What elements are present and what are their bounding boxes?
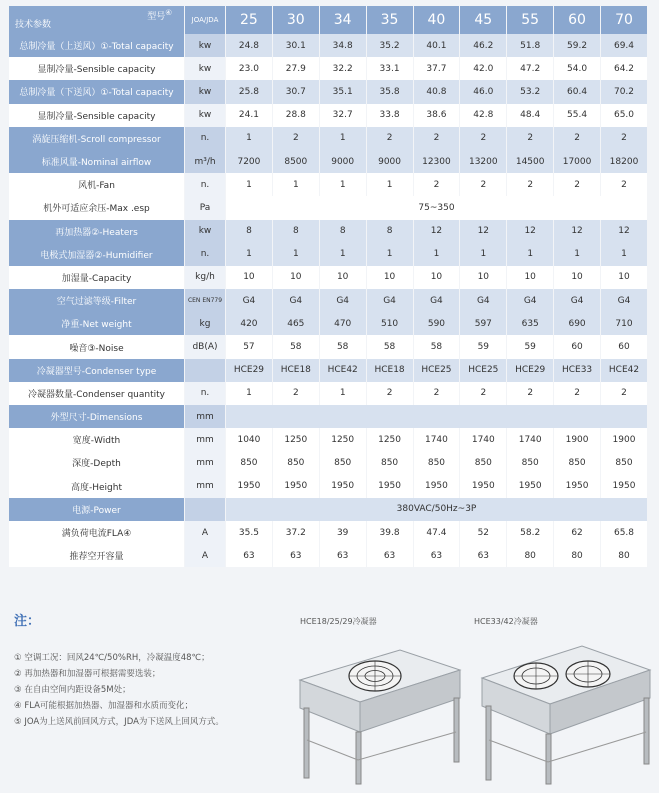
row-value: 12 xyxy=(414,220,460,243)
row-value: 42.8 xyxy=(460,104,506,127)
row-label: 冷凝器型号-Condenser type xyxy=(9,359,184,382)
row-value: 7200 xyxy=(226,150,272,173)
row-value: 1 xyxy=(226,173,272,196)
row-value: 10 xyxy=(226,266,272,289)
row-value: 2 xyxy=(273,127,319,150)
row-value: 12 xyxy=(554,220,600,243)
row-value: HCE18 xyxy=(367,359,413,382)
row-value: 47.4 xyxy=(414,521,460,544)
row-value: 60.4 xyxy=(554,80,600,103)
row-value: G4 xyxy=(367,289,413,312)
row-value: 46.2 xyxy=(460,34,506,57)
table-header-row xyxy=(9,6,647,34)
row-value: 9000 xyxy=(367,150,413,173)
row-value: 8 xyxy=(320,220,366,243)
row-unit: n. xyxy=(185,127,225,150)
row-value: 58 xyxy=(367,335,413,358)
row-label: 推荐空开容量 xyxy=(9,544,184,567)
row-value: 9000 xyxy=(320,150,366,173)
row-value: 12 xyxy=(601,220,647,243)
row-value: G4 xyxy=(226,289,272,312)
table-row xyxy=(9,405,647,428)
row-unit: mm xyxy=(185,428,225,451)
row-value: 32.7 xyxy=(320,104,366,127)
row-unit xyxy=(185,359,225,382)
table-row xyxy=(9,359,647,382)
row-value: HCE25 xyxy=(460,359,506,382)
row-value: 1 xyxy=(273,243,319,266)
table-row xyxy=(9,521,647,544)
row-value: 39 xyxy=(320,521,366,544)
row-value: 2 xyxy=(414,127,460,150)
row-value: HCE33 xyxy=(554,359,600,382)
row-value: 2 xyxy=(367,382,413,405)
note-item: ⑤ JOA为上送风前回风方式，JDA为下送风上回风方式。 xyxy=(14,717,224,727)
row-value: 63 xyxy=(226,544,272,567)
row-value: G4 xyxy=(320,289,366,312)
row-value: 42.0 xyxy=(460,57,506,80)
row-value: 710 xyxy=(601,312,647,335)
notes-section xyxy=(14,610,274,731)
note-item: ① 空调工况：回风24℃/50%RH，冷凝温度48℃； xyxy=(14,653,210,663)
table-row xyxy=(9,544,647,567)
row-value: 65.8 xyxy=(601,521,647,544)
row-label: 满负荷电流FLA④ xyxy=(9,521,184,544)
row-value: 59 xyxy=(507,335,553,358)
row-label: 标准风量-Nominal airflow xyxy=(9,150,184,173)
row-value: 23.0 xyxy=(226,57,272,80)
row-label: 总制冷量（上送风）①-Total capacity xyxy=(9,34,184,57)
condenser-double-fan-image xyxy=(474,636,654,788)
row-value: 65.0 xyxy=(601,104,647,127)
row-value: 51.8 xyxy=(507,34,553,57)
row-value: 1 xyxy=(320,382,366,405)
row-value: 24.8 xyxy=(226,34,272,57)
row-label: 噪音③-Noise xyxy=(9,335,184,358)
row-value: 1 xyxy=(554,243,600,266)
row-value: 10 xyxy=(320,266,366,289)
row-value: 28.8 xyxy=(273,104,319,127)
row-value: 59.2 xyxy=(554,34,600,57)
row-value: 63 xyxy=(460,544,506,567)
row-value: 590 xyxy=(414,312,460,335)
table-row xyxy=(9,475,647,498)
row-value: 1 xyxy=(320,173,366,196)
row-value: 850 xyxy=(601,451,647,474)
row-value: 8500 xyxy=(273,150,319,173)
model-label: 型号④ xyxy=(147,8,172,22)
header-corner xyxy=(9,6,184,34)
row-unit: kw xyxy=(185,220,225,243)
row-value: 34.8 xyxy=(320,34,366,57)
row-unit: n. xyxy=(185,173,225,196)
row-value: 35.2 xyxy=(367,34,413,57)
row-unit: A xyxy=(185,521,225,544)
row-label: 总制冷量（下送风）①-Total capacity xyxy=(9,80,184,103)
row-value: 12 xyxy=(507,220,553,243)
row-label: 电源-Power xyxy=(9,498,184,521)
row-value: 33.1 xyxy=(367,57,413,80)
row-value: 8 xyxy=(273,220,319,243)
row-value: 690 xyxy=(554,312,600,335)
row-value: 2 xyxy=(554,382,600,405)
row-unit: n. xyxy=(185,243,225,266)
row-value: 17000 xyxy=(554,150,600,173)
row-value: G4 xyxy=(273,289,319,312)
row-unit: Pa xyxy=(185,196,225,219)
row-value: 1950 xyxy=(273,475,319,498)
model-header-40: 40 xyxy=(414,6,460,34)
row-unit: kg xyxy=(185,312,225,335)
row-value: 1950 xyxy=(226,475,272,498)
row-label: 高度-Height xyxy=(9,475,184,498)
row-value: 63 xyxy=(367,544,413,567)
row-value: 33.8 xyxy=(367,104,413,127)
row-value: 1 xyxy=(367,173,413,196)
row-value: 18200 xyxy=(601,150,647,173)
row-value: 1950 xyxy=(460,475,506,498)
model-header-45: 45 xyxy=(460,6,506,34)
row-value: 1900 xyxy=(601,428,647,451)
row-value: 2 xyxy=(601,382,647,405)
row-value: 1 xyxy=(320,127,366,150)
condenser-single-fan-image xyxy=(290,640,470,788)
row-unit: A xyxy=(185,544,225,567)
row-value: 59 xyxy=(460,335,506,358)
row-unit: mm xyxy=(185,475,225,498)
row-value: 30.1 xyxy=(273,34,319,57)
table-row xyxy=(9,243,647,266)
row-value: 1 xyxy=(320,243,366,266)
row-label: 冷凝器数量-Condenser quantity xyxy=(9,382,184,405)
row-value: 1 xyxy=(273,173,319,196)
model-header-70: 70 xyxy=(601,6,647,34)
row-value: 465 xyxy=(273,312,319,335)
row-label: 再加热器②-Heaters xyxy=(9,220,184,243)
row-unit: mm xyxy=(185,405,225,428)
row-value: 2 xyxy=(460,382,506,405)
row-label: 电极式加湿器②-Humidifier xyxy=(9,243,184,266)
row-value: 1 xyxy=(601,243,647,266)
param-label: 技术参数 xyxy=(15,20,52,30)
row-span-value: 380VAC/50Hz~3P xyxy=(226,498,647,521)
row-value: 69.4 xyxy=(601,34,647,57)
row-value: 63 xyxy=(414,544,460,567)
row-value: 850 xyxy=(226,451,272,474)
row-value: 1 xyxy=(226,382,272,405)
row-value: 1740 xyxy=(414,428,460,451)
row-value: 1950 xyxy=(507,475,553,498)
row-value: 2 xyxy=(414,173,460,196)
row-value: 2 xyxy=(414,382,460,405)
row-value: 850 xyxy=(554,451,600,474)
row-value: 58 xyxy=(414,335,460,358)
row-label: 外型尺寸-Dimensions xyxy=(9,405,184,428)
row-value: 1 xyxy=(226,243,272,266)
row-value: 14500 xyxy=(507,150,553,173)
row-value: 80 xyxy=(601,544,647,567)
row-value: 850 xyxy=(273,451,319,474)
row-value: 1 xyxy=(507,243,553,266)
row-value: 60 xyxy=(554,335,600,358)
row-value: 10 xyxy=(273,266,319,289)
table-row xyxy=(9,266,647,289)
row-label: 机外可适应余压-Max .esp xyxy=(9,196,184,219)
table-row xyxy=(9,289,647,312)
row-label: 显制冷量-Sensible capacity xyxy=(9,104,184,127)
note-item: ④ FLA可能根据加热器、加湿器和水质而变化； xyxy=(14,701,193,711)
row-label: 深度-Depth xyxy=(9,451,184,474)
row-value: 10 xyxy=(414,266,460,289)
row-value: 24.1 xyxy=(226,104,272,127)
row-value: 35.8 xyxy=(367,80,413,103)
table-row xyxy=(9,80,647,103)
note-item: ③ 在自由空间内距设备5M处； xyxy=(14,685,131,695)
row-value: 2 xyxy=(554,173,600,196)
row-value: 10 xyxy=(460,266,506,289)
row-value: 8 xyxy=(367,220,413,243)
row-value: G4 xyxy=(460,289,506,312)
row-value: HCE42 xyxy=(601,359,647,382)
row-value: 1950 xyxy=(554,475,600,498)
left-condenser-caption: HCE18/25/29冷凝器 xyxy=(300,617,377,626)
table-row xyxy=(9,335,647,358)
row-value: 2 xyxy=(507,173,553,196)
unit-column-header: JOA/JDA xyxy=(185,6,225,34)
row-label: 涡旋压缩机-Scroll compressor xyxy=(9,127,184,150)
row-unit: dB(A) xyxy=(185,335,225,358)
row-label: 风机-Fan xyxy=(9,173,184,196)
table-row xyxy=(9,498,647,521)
row-value: 2 xyxy=(601,127,647,150)
row-value: 48.4 xyxy=(507,104,553,127)
row-value: 10 xyxy=(507,266,553,289)
row-value: 1740 xyxy=(507,428,553,451)
row-value: 1950 xyxy=(320,475,366,498)
row-value: 510 xyxy=(367,312,413,335)
row-value: 1900 xyxy=(554,428,600,451)
row-value: 58.2 xyxy=(507,521,553,544)
row-value: 63 xyxy=(273,544,319,567)
row-value: HCE42 xyxy=(320,359,366,382)
row-value: 850 xyxy=(460,451,506,474)
row-value: 850 xyxy=(414,451,460,474)
row-value: 850 xyxy=(320,451,366,474)
row-span-value: 75~350 xyxy=(226,196,647,219)
row-value: 1250 xyxy=(273,428,319,451)
row-value: 25.8 xyxy=(226,80,272,103)
row-unit xyxy=(185,498,225,521)
row-value: 12 xyxy=(460,220,506,243)
model-header-55: 55 xyxy=(507,6,553,34)
row-label: 显制冷量-Sensible capacity xyxy=(9,57,184,80)
row-value: HCE25 xyxy=(414,359,460,382)
row-value: 2 xyxy=(507,127,553,150)
table-row xyxy=(9,104,647,127)
row-value: 27.9 xyxy=(273,57,319,80)
row-value: 40.1 xyxy=(414,34,460,57)
table-row xyxy=(9,127,647,150)
table-row xyxy=(9,57,647,80)
row-value: 1 xyxy=(367,243,413,266)
row-value: 1950 xyxy=(601,475,647,498)
row-empty-cell xyxy=(226,405,647,428)
row-value: G4 xyxy=(507,289,553,312)
table-row xyxy=(9,382,647,405)
row-value: 35.5 xyxy=(226,521,272,544)
table-row xyxy=(9,173,647,196)
row-unit: m³/h xyxy=(185,150,225,173)
row-value: 70.2 xyxy=(601,80,647,103)
row-value: 80 xyxy=(554,544,600,567)
row-value: HCE18 xyxy=(273,359,319,382)
row-value: 470 xyxy=(320,312,366,335)
row-value: 64.2 xyxy=(601,57,647,80)
row-value: 58 xyxy=(320,335,366,358)
row-value: HCE29 xyxy=(507,359,553,382)
note-item: ② 再加热器和加湿器可根据需要选装； xyxy=(14,669,161,679)
notes-list xyxy=(14,651,274,729)
row-value: 2 xyxy=(460,173,506,196)
row-value: 8 xyxy=(226,220,272,243)
row-label: 净重-Net weight xyxy=(9,312,184,335)
row-label: 加湿量-Capacity xyxy=(9,266,184,289)
row-value: G4 xyxy=(601,289,647,312)
row-value: 52 xyxy=(460,521,506,544)
row-value: 37.7 xyxy=(414,57,460,80)
row-value: 47.2 xyxy=(507,57,553,80)
row-value: HCE29 xyxy=(226,359,272,382)
row-value: 55.4 xyxy=(554,104,600,127)
row-value: 80 xyxy=(507,544,553,567)
row-value: 35.1 xyxy=(320,80,366,103)
row-value: 13200 xyxy=(460,150,506,173)
row-value: 1950 xyxy=(414,475,460,498)
row-value: 2 xyxy=(507,382,553,405)
row-value: 2 xyxy=(554,127,600,150)
model-header-35: 35 xyxy=(367,6,413,34)
row-value: 2 xyxy=(601,173,647,196)
table-row xyxy=(9,428,647,451)
row-value: 53.2 xyxy=(507,80,553,103)
row-value: 30.7 xyxy=(273,80,319,103)
row-value: 63 xyxy=(320,544,366,567)
spec-body xyxy=(9,34,647,567)
row-value: 1250 xyxy=(320,428,366,451)
row-value: 1 xyxy=(226,127,272,150)
row-value: G4 xyxy=(414,289,460,312)
table-row xyxy=(9,150,647,173)
row-value: 850 xyxy=(367,451,413,474)
row-value: 54.0 xyxy=(554,57,600,80)
notes-title: 注： xyxy=(14,614,41,629)
row-value: 58 xyxy=(273,335,319,358)
row-label: 宽度-Width xyxy=(9,428,184,451)
table-row xyxy=(9,312,647,335)
row-unit: mm xyxy=(185,451,225,474)
row-value: G4 xyxy=(554,289,600,312)
row-value: 1950 xyxy=(367,475,413,498)
row-value: 10 xyxy=(367,266,413,289)
row-value: 10 xyxy=(601,266,647,289)
row-value: 12300 xyxy=(414,150,460,173)
model-header-34: 34 xyxy=(320,6,366,34)
row-value: 1 xyxy=(414,243,460,266)
right-condenser-caption: HCE33/42冷凝器 xyxy=(474,617,538,626)
table-row xyxy=(9,196,647,219)
model-header-60: 60 xyxy=(554,6,600,34)
row-value: 1 xyxy=(460,243,506,266)
row-value: 635 xyxy=(507,312,553,335)
row-value: 32.2 xyxy=(320,57,366,80)
row-unit: kw xyxy=(185,34,225,57)
table-row xyxy=(9,451,647,474)
row-value: 46.0 xyxy=(460,80,506,103)
row-value: 1040 xyxy=(226,428,272,451)
spec-table xyxy=(8,6,648,567)
row-value: 1740 xyxy=(460,428,506,451)
row-value: 420 xyxy=(226,312,272,335)
row-unit: kw xyxy=(185,80,225,103)
row-value: 39.8 xyxy=(367,521,413,544)
row-unit: kg/h xyxy=(185,266,225,289)
row-value: 40.8 xyxy=(414,80,460,103)
row-value: 2 xyxy=(367,127,413,150)
row-value: 62 xyxy=(554,521,600,544)
row-value: 850 xyxy=(507,451,553,474)
table-row xyxy=(9,220,647,243)
row-value: 57 xyxy=(226,335,272,358)
row-value: 1250 xyxy=(367,428,413,451)
row-unit: n. xyxy=(185,382,225,405)
row-unit: kw xyxy=(185,104,225,127)
row-label: 空气过滤等级-Filter xyxy=(9,289,184,312)
row-value: 10 xyxy=(554,266,600,289)
model-header-25: 25 xyxy=(226,6,272,34)
row-unit: kw xyxy=(185,57,225,80)
table-row xyxy=(9,34,647,57)
row-value: 60 xyxy=(601,335,647,358)
row-value: 2 xyxy=(273,382,319,405)
row-unit: CEN EN779 xyxy=(185,289,225,312)
row-value: 2 xyxy=(460,127,506,150)
model-header-30: 30 xyxy=(273,6,319,34)
row-value: 38.6 xyxy=(414,104,460,127)
row-value: 37.2 xyxy=(273,521,319,544)
row-value: 597 xyxy=(460,312,506,335)
